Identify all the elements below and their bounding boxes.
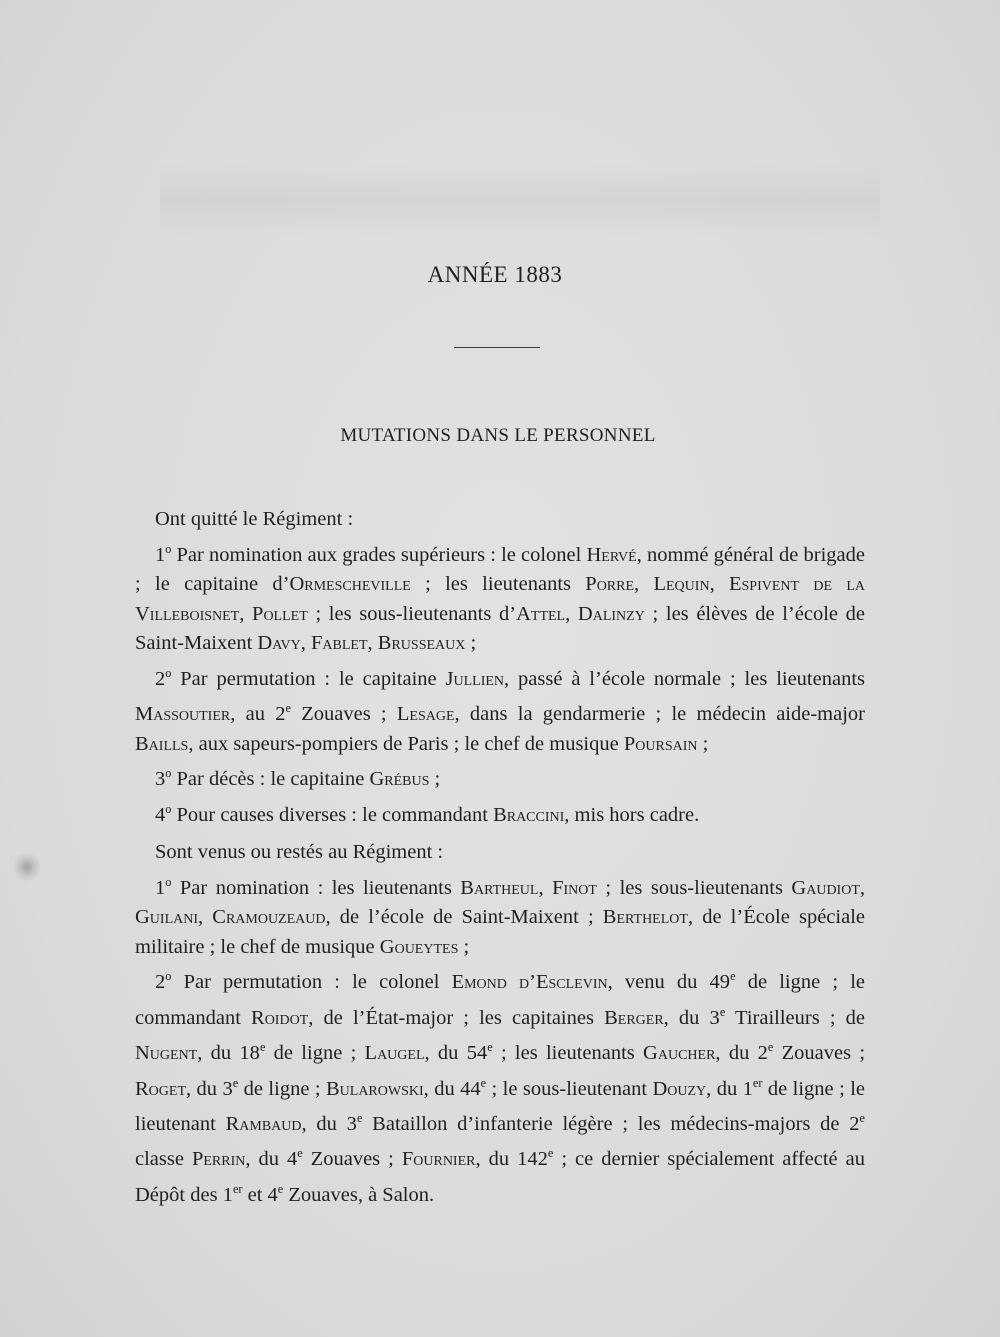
text-run: , nommé général de brigade ; le capitaine d’ [135,543,865,596]
text-run: ; ce dernier spécialement affecté au Dépôt des 1 [135,1148,865,1206]
person-name: Lesage [396,703,455,726]
text-run: , dans la gendarmerie ; le médecin aide-major [454,703,865,726]
text-run: ; le sous-lieutenant [486,1077,653,1100]
text-run: Zouaves ; [302,1148,402,1171]
person-name: Emond d’Esclevin [451,971,608,994]
text-run: , aux sapeurs-pompiers de Paris ; le chef de musique [188,732,624,755]
text-run: Par nomination aux grades supérieurs : le colonel [171,543,587,566]
person-name: Baills [135,732,189,755]
text-run: , [198,906,213,929]
text-run: , du 3 [301,1112,357,1135]
text-run: 4 [155,803,166,826]
person-name: Espivent de la Villeboisnet [135,573,866,625]
person-name: Nugent [135,1041,198,1064]
person-name: Pollet [252,602,308,625]
text-run: , du 142 [475,1148,548,1171]
person-name: Bartheul [460,876,539,899]
text-run: Bataillon d’infanterie légère ; les médecins-majors de 2 [362,1112,860,1135]
superscript: e [232,1075,239,1090]
person-name: Jullien [445,667,505,690]
text-run: Zouaves ; [290,703,397,726]
superscript: er [752,1075,763,1090]
text-run: , venu du 49 [607,971,731,994]
superscript: o [165,665,172,680]
section-heading [135,838,865,868]
text-run: ; les lieutenants [492,1041,644,1064]
text-run: ; [429,768,441,791]
superscript: e [297,1146,303,1161]
text-run: , de l’École spéciale militaire ; le chef de musique [135,906,865,958]
person-name: Cramouzeaud [212,906,326,929]
text-run: Par décès : le capitaine [171,768,370,791]
person-name: Roget [135,1077,186,1100]
text-run: classe [135,1148,192,1171]
list-item [135,795,865,830]
text-run: 3 [155,768,166,791]
superscript: e [487,1040,493,1055]
text-run: , du 3 [663,1006,720,1029]
text-run: ; les lieutenants [410,573,586,596]
text-run: Zouaves, à Salon. [283,1183,435,1206]
text-run: Par nomination : les lieutenants [171,876,461,899]
person-name: Massoutier [135,703,231,726]
person-name: Brusseaux [377,632,466,655]
person-name: Gaucher [643,1041,716,1064]
section-heading [135,505,865,535]
person-name: Perrin [191,1148,246,1171]
body-text [135,505,865,1210]
text-run: , passé à l’école normale ; les lieutenants [504,667,865,690]
show-through-text [160,165,880,235]
text-run: , du 18 [197,1041,260,1064]
text-run: de ligne ; [265,1041,365,1064]
paper-stain [14,852,40,882]
text-run: ; [458,935,470,958]
person-name: Berger [604,1006,664,1029]
superscript: o [165,801,172,816]
text-run: , [565,602,578,625]
text-run: , de l’école de Saint-Maixent ; [325,906,603,929]
person-name: Douzy [652,1077,707,1100]
text-run: , du 2 [715,1041,768,1064]
title-divider [454,347,540,348]
superscript: e [259,1040,266,1055]
person-name: Braccini [493,803,565,826]
person-name: Laugel [364,1041,425,1064]
superscript: e [767,1040,774,1055]
text-run: de ligne ; [238,1077,326,1100]
text-run: ; les élèves de l’école de Saint-Maixent [135,602,866,655]
text-run: ; [697,732,709,755]
superscript: e [356,1110,363,1125]
text-run: ; [465,632,477,655]
text-run: , [859,876,866,899]
person-name: Gaudiot [791,876,860,899]
text-run: Par permutation : le capitaine [171,667,446,690]
superscript: o [165,766,172,781]
person-name: Porre [585,573,635,596]
page-title: ANNÉE 1883 [427,262,563,287]
text-run: , [634,573,654,596]
text-run: Zouaves ; [773,1041,866,1064]
person-name: Lequin [653,573,710,596]
text-run: , du 1 [706,1077,753,1100]
superscript: e [719,1004,726,1019]
text-run: , [300,632,312,655]
superscript: e [859,1110,865,1125]
person-name: Fournier [401,1148,476,1171]
person-name: Bularowski [325,1077,424,1100]
text-run: Par permutation : le colonel [171,971,452,994]
text-run: , du 44 [423,1077,481,1100]
person-name: Attel [516,602,566,625]
text-run: de ligne ; le lieutenant [135,1077,866,1135]
person-name: Roidot [251,1006,309,1029]
superscript: e [277,1181,284,1196]
superscript: e [285,701,291,716]
text-run: , mis hors cadre. [564,803,700,826]
text-run: , de l’État-major ; les capitaines [308,1006,605,1029]
superscript: o [165,969,172,984]
person-name: Dalinzy [577,602,645,625]
text-run: ; les sous-lieutenants d’ [307,602,517,625]
text-run: , au 2 [230,703,286,726]
superscript: e [730,969,736,984]
section-title: MUTATIONS DANS LE PERSONNEL [340,425,656,446]
superscript: er [232,1181,243,1196]
text-run: Ont quitté le Régiment : [155,508,354,530]
person-name: Rambaud [225,1112,302,1135]
text-run: ; les sous-lieutenants [596,876,792,899]
text-run: Pour causes diverses : le commandant [171,803,494,826]
person-name: Goueytes [379,935,459,958]
text-run: , du 3 [186,1077,233,1100]
list-item [135,759,865,794]
person-name: Finot [552,876,597,899]
list-item [135,868,865,963]
person-name: Poursain [623,732,698,755]
text-run: , du 54 [424,1041,488,1064]
list-item [135,962,865,1210]
text-run: Tirailleurs ; de [725,1006,866,1029]
text-run: , du 4 [245,1148,298,1171]
text-run: de ligne ; le commandant [135,971,865,1029]
list-item [135,659,865,759]
superscript: o [165,541,172,556]
person-name: Hervé [586,543,637,566]
person-name: Guilani [135,906,199,929]
text-run: , [709,573,729,596]
text-run: 1 [155,876,166,899]
text-run: , [367,632,378,655]
text-run: 2 [155,667,166,690]
text-run: 1 [155,543,166,566]
person-name: Davy [257,632,301,655]
text-run: Sont venus ou restés au Régiment : [155,841,444,864]
text-run: , [239,602,253,625]
list-item [135,535,865,659]
superscript: e [480,1075,487,1090]
person-name: Grébus [369,768,430,791]
superscript: o [165,874,172,889]
text-run: 2 [155,971,166,994]
person-name: Fablet [311,632,368,655]
person-name: Ormescheville [289,573,411,596]
text-run: , [538,876,553,899]
text-run: et 4 [242,1183,278,1206]
person-name: Berthelot [602,906,688,929]
superscript: e [547,1146,554,1161]
